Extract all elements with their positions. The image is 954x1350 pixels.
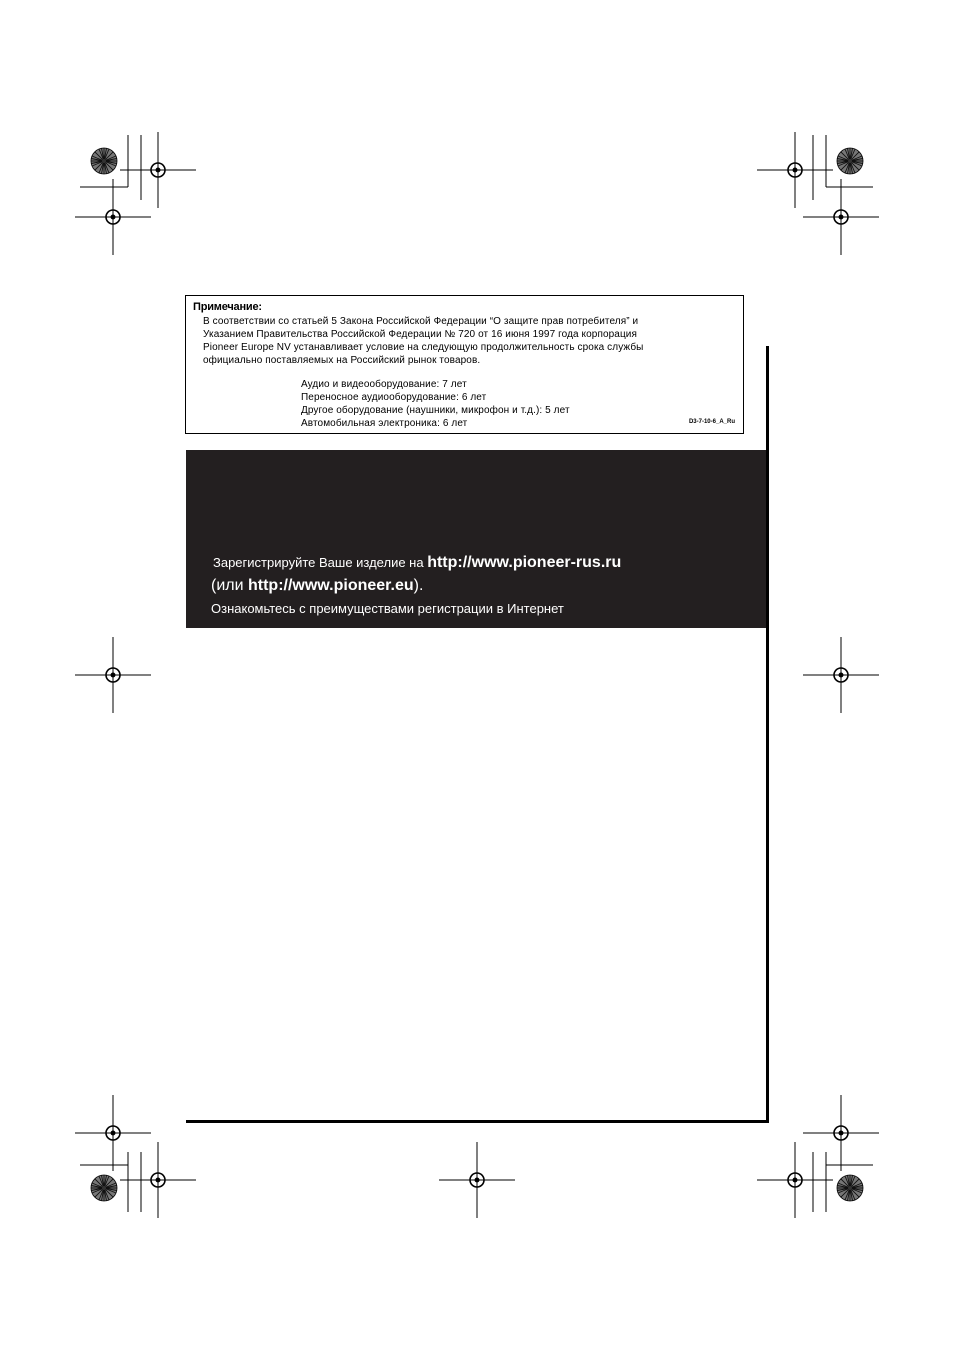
register-alt-open: (или: [211, 577, 248, 594]
note-text-line: Указанием Правительства Российской Федерации № 720 от 16 июня 1997 года корпорация: [203, 329, 637, 340]
note-title: Примечание:: [193, 301, 262, 313]
register-alt-line: [211, 577, 423, 595]
note-text-line: Pioneer Europe NV устанавливает условие на следующую продолжительность срока службы: [203, 342, 644, 353]
note-text-line: официально поставляемых на Российский рынок товаров.: [203, 355, 481, 366]
register-benefits: Ознакомьтесь с преимуществами регистрации в Интернет: [211, 601, 564, 616]
document-code: D3-7-10-6_A_Ru: [688, 419, 735, 425]
note-text-line: В соответствии со статьей 5 Закона Российской Федерации “О защите прав потребителя” и: [203, 316, 639, 327]
service-term-other: Другое оборудование (наушники, микрофон и т.д.): 5 лет: [301, 405, 570, 416]
register-line: [213, 554, 621, 572]
registration-panel: [186, 450, 766, 628]
service-life-note: [185, 295, 744, 434]
service-term-portable-audio: Переносное аудиооборудование: 6 лет: [301, 392, 487, 403]
service-term-car-electronics: Автомобильная электроника: 6 лет: [301, 418, 468, 429]
register-alt-close: ).: [413, 577, 424, 594]
frame-bottom-border: [186, 1120, 769, 1123]
service-term-audio-video: Аудио и видеооборудование: 7 лет: [301, 379, 467, 390]
register-url-link[interactable]: http://www.pioneer-rus.ru: [427, 554, 622, 571]
frame-right-border: [766, 346, 769, 1123]
register-prefix: Зарегистрируйте Ваше изделие на: [213, 555, 428, 570]
register-alt-url-link[interactable]: http://www.pioneer.eu: [247, 577, 414, 594]
